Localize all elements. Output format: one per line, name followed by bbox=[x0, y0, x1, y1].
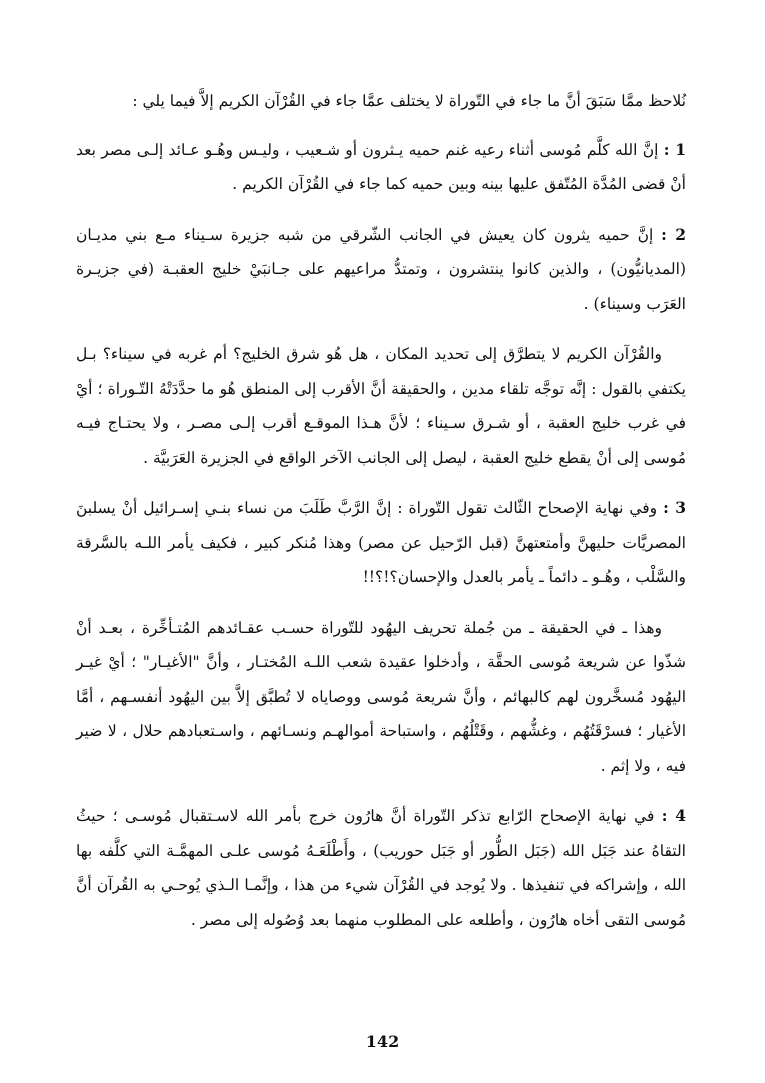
point-3-text: وفي نهاية الإصحاح الثّالث تقول التّوراة : إنَّ الرَّبَّ طَلَبَ من نساء بنـي إسـرائيل أنْ يسلبنَ المصريَّات حليهنَّ وأمتعتهنَّ (قبل الرّحيل عن مصر) وهذا مُنكر كبير ، فكيف يأمر اللـه بالسَّرقة والسَّلْب ، وهُـو ـ دائماً ـ يأمر بالعدل والإحسان؟!؟!! bbox=[76, 499, 686, 586]
point-4-text: في نهاية الإصحاح الرّابع تذكر التّوراة أنَّ هارُون خرج بأمر الله لاسـتقبال مُوسـى ؛ حيثُ التقاهُ عند جَبَل الله (جَبَل الطُّور أو جَبَل حوريب) ، وأَطْلَعَـهُ مُوسى علـى المهمَّـة التي كلَّفه بها الله ، وإشراكه في تنفيذها . ولا يُوجد في القُرْآن شيء من هذا ، وإنَّمـا الـذي يُوحـي به القُرآن أنَّ مُوسى التقى أخاه هارُون ، وأطلعه على المطلوب منهما بعد وُصُوله إلى مصر . bbox=[76, 807, 686, 929]
point-4-number: 4 : bbox=[661, 806, 686, 825]
commentary-2-text: وهذا ـ في الحقيقة ـ من جُملة تحريف اليهُود للتّوراة حسـب عقـائدهم المُتـأخِّرة ، بعـد أنْ شذّوا عن شريعة مُوسى الحقَّة ، وأدخلوا عقيدة شعب اللـه المُختـار ، وأنَّ "الأغيـار" ؛ أيْ غيـر اليهُود مُسخَّرون لهم كالبهائم ، وأنَّ شريعة مُوسى ووصاياه لا تُطبَّق إلاَّ بين اليهُود أنفسـهم ، أمَّا الأغيار ؛ فسرْقَتُهُم ، وغشُّهم ، وقَتْلُهُم ، واستباحة أموالهـم ونسـائهم ، واسـتعبادهم حلال ، لا ضير فيه ، ولا إثم . bbox=[76, 618, 686, 775]
commentary-2-paragraph bbox=[76, 611, 686, 784]
point-3-number: 3 : bbox=[663, 498, 686, 517]
point-3-paragraph bbox=[76, 491, 686, 595]
point-2-number: 2 : bbox=[661, 224, 686, 244]
page-number: 142 bbox=[365, 1032, 400, 1051]
point-1-paragraph bbox=[76, 133, 686, 202]
intro-text: نُلاحظ ممَّا سَبَقَ أنَّ ما جاء في التّوراة لا يختلف عمَّا جاء في القُرْآن الكريم إلاَّ فيما يلي : bbox=[132, 92, 686, 110]
point-4-paragraph bbox=[76, 799, 686, 937]
point-1-number: 1 : bbox=[663, 139, 686, 159]
point-2-text: إنَّ حميه يثرون كان يعيش في الجانب الشّرقي من شبه جزيرة سـيناء مـع بني مديـان (المديانيُّون) ، والذين كانوا ينتشرون ، وتمتدُّ مراعيهم على جـانبَيْ خليج العقبـة (في جزيـرة العَرَب وسيناء) . bbox=[76, 225, 686, 313]
commentary-paragraph bbox=[76, 337, 686, 475]
point-1-text: إنَّ الله كلَّم مُوسى أثناء رعيه غنم حميه يـثرون أو شـعيب ، وليـس وهُـو عـائد إلـى مصر بعد أنْ قضى المُدَّة المُتّفق عليها بينه وبين حميه كما جاء في القُرْآن الكريم . bbox=[76, 140, 686, 193]
point-2-paragraph bbox=[76, 218, 686, 322]
intro-paragraph bbox=[76, 84, 686, 119]
page-body bbox=[76, 84, 686, 953]
commentary-text: والقُرْآن الكريم لا يتطرَّق إلى تحديد المكان ، هل هُو شرق الخليج؟ أم غربه في سيناء؟ بـل يكتفي بالقول : إنَّه توجَّه تلقاء مدين ، والحقيقة أنَّ الأقرب إلى المنطق هُو ما حدَّدَتْهُ التّـوراة ؛ أيْ في غرب خليج العقبة ، أو شـرق سـيناء ؛ لأنَّ هـذا الموقـع أقرب إلـى مصـر ، ولا يحتـاج فيـه مُوسى إلى أنْ يقطع خليج العقبة ، ليصل إلى الجانب الآخر الواقع في الجزيرة العَرَبيَّة . bbox=[76, 345, 686, 467]
